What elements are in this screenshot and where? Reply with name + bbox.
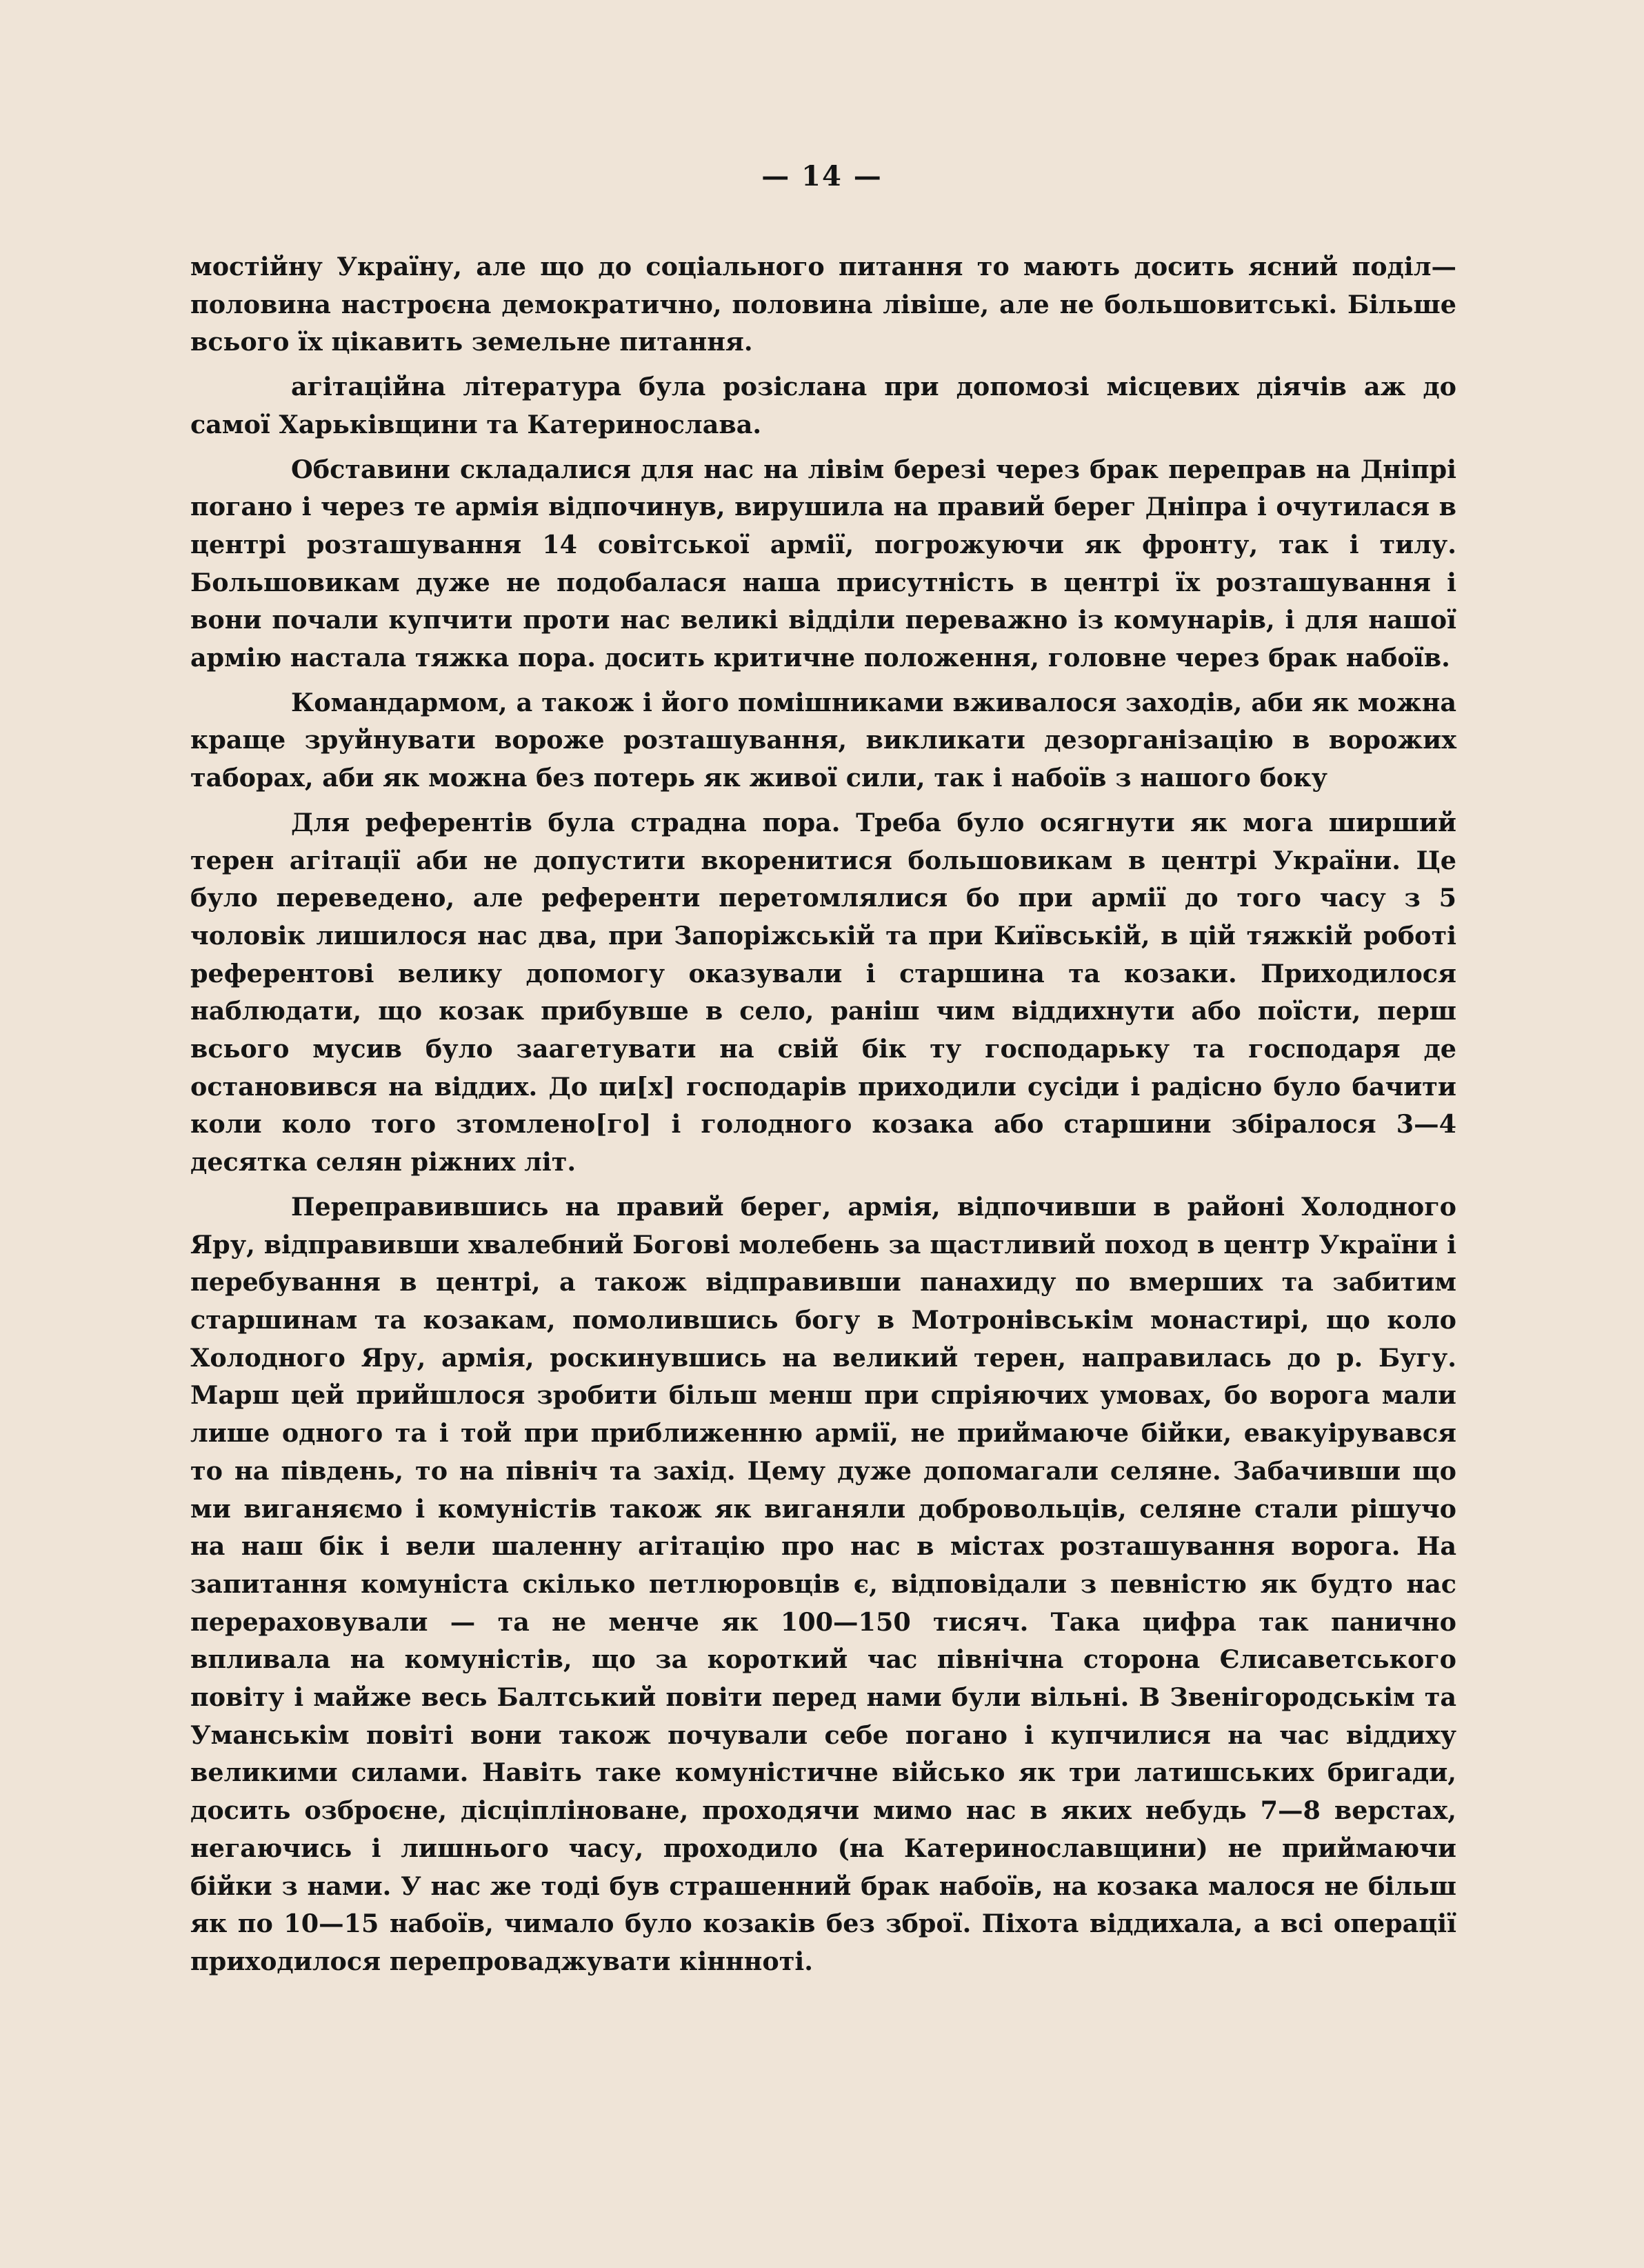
paragraph-1: мостійну Україну, але що до соціального питання то мають досить ясний поділ— половина настроєна демократично, половина лівіше, але не большовитські. Більше всього їх цікавить земельне питання.	[190, 252, 1456, 357]
page-number: — 14 —	[761, 160, 883, 192]
text-body	[190, 248, 1456, 1988]
paragraph-3: Обставини складалися для нас на лівім березі через брак переправ на Дніпрі погано і через те армія відпочинув, вирушила на правий берег Дніпра і очутилася в центрі розташування 14 совітської армії, погрожуючи як фронту, так і тилу. Большовикам дуже не подобалася наша присутність в центрі їх розташування і вони почали купчити проти нас великі відділи переважно із комунарів, і для нашої армію настала тяжка пора. досить критичне положення, головне через брак набоїв.	[190, 454, 1456, 673]
paragraph-2: агітаційна література була розіслана при допомозі місцевих діячів аж до самої Харьківщини та Катеринослава.	[190, 372, 1456, 439]
paragraph-4: Командармом, а також і його помішниками вживалося заходів, аби як можна краще зруйнувати вороже розташування, викликати дезорганізацію в ворожих таборах, аби як можна без потерь як живої сили, так і набоїв з нашого боку	[190, 687, 1456, 793]
paragraph-5: Для референтів була страдна пора. Треба було осягнути як мога ширший терен агітації аби не допустити вкоренитися большовикам в центрі України. Це було переведено, але референти перетомлялися бо при армії до того часу з 5 чоловік лишилося нас два, при Запоріжській та при Київській, в цій тяжкій роботі референтові велику допомогу оказували і старшина та козаки. Приходилося наблюдати, що козак прибувше в село, раніш чим віддихнути або поїсти, перш всього мусив було заагетувати на свій бік ту господарьку та господаря де остановився на віддих. До ци[х] господарів приходили сусіди і радісно було бачити коли коло того зтомлено[го] і голодного козака або старшини збіралося 3—4 десятка селян ріжних літ.	[190, 807, 1456, 1177]
paragraph-6: Переправившись на правий берег, армія, відпочивши в районі Холодного Яру, відправивши хвалебний Богові молебень за щастливий поход в центр України і перебування в центрі, а також відправивши панахиду по вмерших та забитим старшинам та козакам, помолившись богу в Мотронівськім монастирі, що коло Холодного Яру, армія, роскинувшись на великий терен, направилась до р. Бугу. Марш цей прийшлося зробити більш менш при спріяючих умовах, бо ворога мали лише одного та і той при приближенню армії, не приймаюче бійки, евакуірувався то на південь, то на північ та захід. Цему дуже допомагали селяне. Забачивши що ми виганяємо і комуністів також як виганяли добровольців, селяне стали рішучо на наш бік і вели шаленну агітацію про нас в містах розташування ворога. На запитання комуніста скілько петлюровців є, відповідали з певністю як будто нас перераховували — та не менче як 100—150 тисяч. Така цифра так панично впливала на комуністів, що за короткий час північна сторона Єлисаветського повіту і майже весь Балтський повіти перед нами були вільні. В Звенігородськім та Уманськім повіті вони також почували себе погано і купчилися на час віддиху великими силами. Навіть таке комуністичне військо як три латишських бригади, досить озброєне, дісціпліноване, проходячи мимо нас в яких небудь 7—8 верстах, негаючись і лишнього часу, проходило (на Катеринославщини) не приймаючи бійки з нами. У нас же тоді був страшенний брак набоїв, на козака малося не більш як по 10—15 набоїв, чимало було козаків без зброї. Піхота віддихала, а всі операції приходилося перепроваджувати кіннноті.	[190, 1191, 1456, 1976]
